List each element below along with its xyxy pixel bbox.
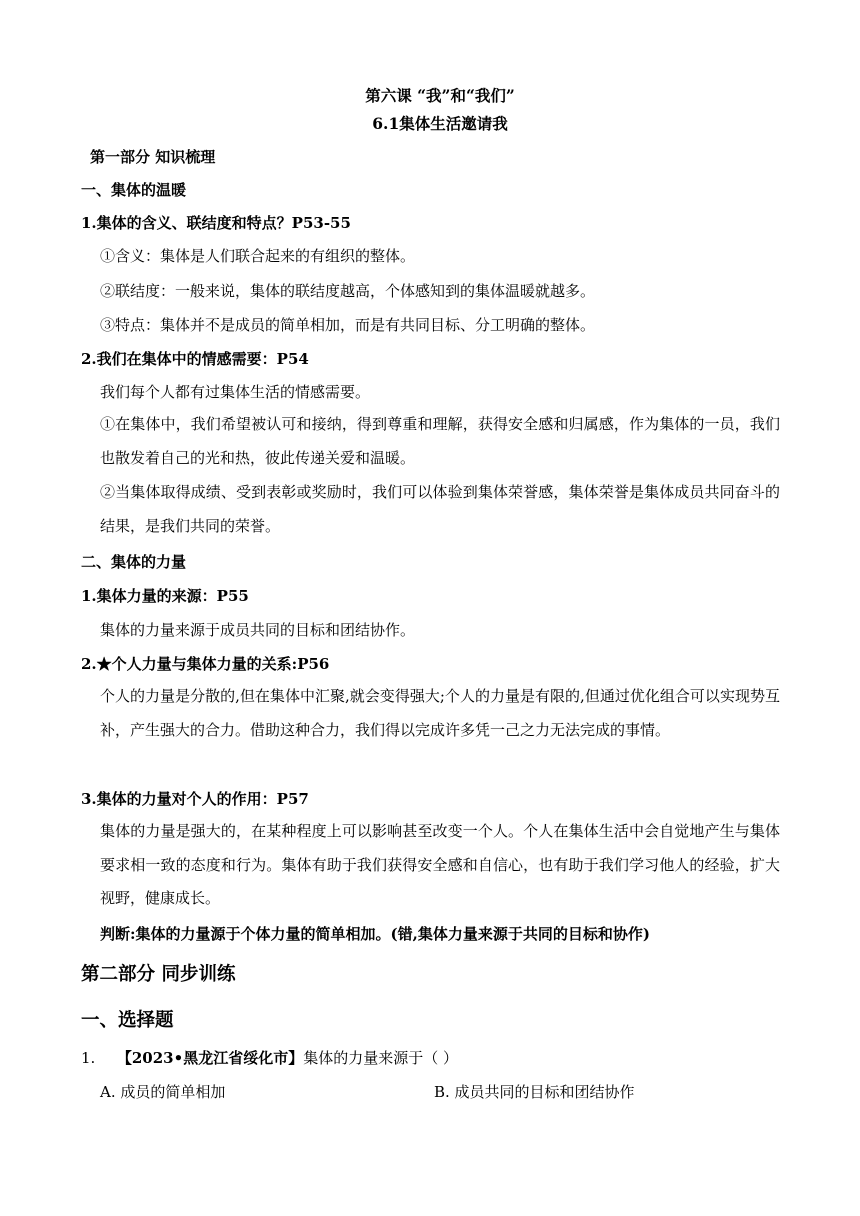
section2-heading: 二、集体的力量 [81, 553, 187, 571]
multiple-choice-heading: 一、选择题 [81, 1010, 174, 1031]
part1-heading: 第一部分 知识梳理 [90, 148, 216, 166]
option-b[interactable]: B. 成员共同的目标和团结协作 [434, 1083, 635, 1101]
option-a[interactable]: A. 成员的简单相加 [100, 1083, 226, 1101]
section1-question2: 2.我们在集体中的情感需要：P54 [81, 350, 309, 368]
emotion-paragraph-1: ①在集体中，我们希望被认可和接纳，得到尊重和理解，获得安全感和归属感，作为集体的一员，我们也散发着自己的光和热，彼此传递关爱和温暖。 [100, 415, 780, 467]
emotion-intro: 我们每个人都有过集体生活的情感需要。 [100, 383, 371, 401]
collective-effect-text: 集体的力量是强大的，在某种程度上可以影响甚至改变一个人。个人在集体生活中会自觉地产生与集体要求相一致的态度和行为。集体有助于我们获得安全感和自信心，也有助于我们学习他人的经验，扩大视野，健康成长。 [100, 822, 780, 907]
question-1 [81, 1047, 458, 1068]
cohesion-item: ②联结度：一般来说，集体的联结度越高，个体感知到的集体温暖就越多。 [100, 282, 596, 300]
emotion-paragraph-2: ②当集体取得成绩、受到表彰或奖励时，我们可以体验到集体荣誉感，集体荣誉是集体成员共同奋斗的结果，是我们共同的荣誉。 [100, 483, 780, 535]
section2-question2: 2.★个人力量与集体力量的关系:P56 [81, 655, 330, 673]
definition-item: ①含义：集体是人们联合起来的有组织的整体。 [100, 247, 416, 265]
part2-heading: 第二部分 同步训练 [81, 964, 236, 985]
question-source: 【2023•黑龙江省绥化市】 [116, 1049, 304, 1067]
question-number: 1. [81, 1049, 96, 1067]
individual-collective-relation-text: 个人的力量是分散的,但在集体中汇聚,就会变得强大;个人的力量是有限的,但通过优化组合可以实现势互补，产生强大的合力。借助这种合力，我们得以完成许多凭一己之力无法完成的事情。 [100, 687, 780, 739]
lesson-title: 第六课 “我”和“我们” [365, 86, 515, 105]
judgement-statement: 判断:集体的力量源于个体力量的简单相加。(错,集体力量来源于共同的目标和协作) [100, 925, 650, 943]
section2-question1: 1.集体力量的来源：P55 [81, 587, 249, 605]
section2-question3: 3.集体的力量对个人的作用：P57 [81, 790, 309, 808]
lesson-subtitle: 6.1集体生活邀请我 [372, 114, 508, 133]
section1-heading: 一、集体的温暖 [81, 181, 187, 199]
feature-item: ③特点：集体并不是成员的简单相加，而是有共同目标、分工明确的整体。 [100, 316, 596, 334]
section1-question1: 1.集体的含义、联结度和特点？P53-55 [81, 214, 351, 232]
question-text: 集体的力量来源于（ ） [303, 1049, 458, 1067]
strength-source-text: 集体的力量来源于成员共同的目标和团结协作。 [100, 621, 416, 639]
